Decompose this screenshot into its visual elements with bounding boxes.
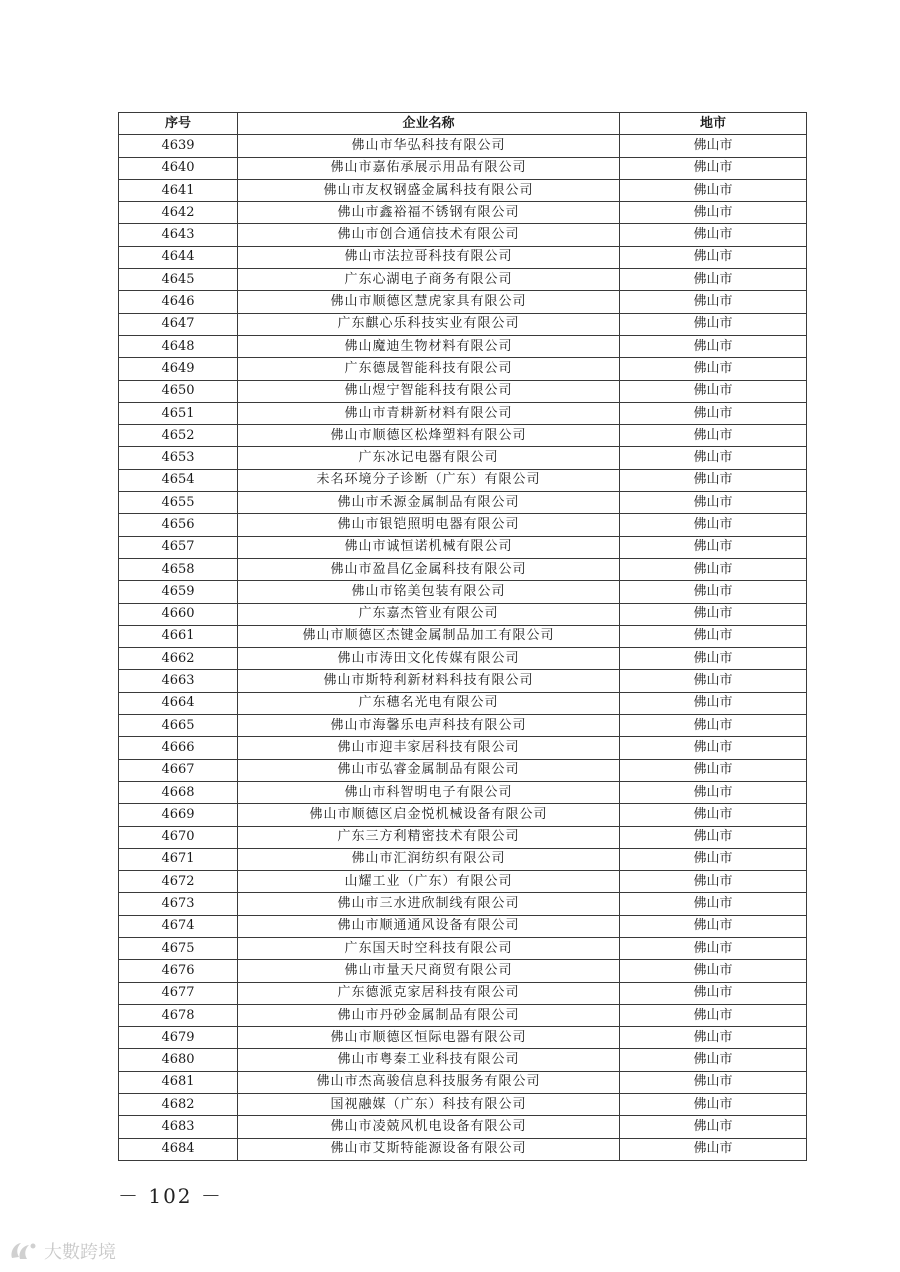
city-cell: 佛山市 <box>620 603 807 625</box>
serial-number-cell: 4675 <box>119 937 238 959</box>
serial-number-cell: 4643 <box>119 224 238 246</box>
table-row <box>119 625 807 647</box>
city-cell: 佛山市 <box>620 135 807 157</box>
serial-number-cell: 4641 <box>119 179 238 201</box>
city-cell: 佛山市 <box>620 781 807 803</box>
table-row <box>119 1027 807 1049</box>
table-row <box>119 1071 807 1093</box>
company-name-cell: 佛山市鑫裕福不锈钢有限公司 <box>238 202 620 224</box>
city-cell: 佛山市 <box>620 313 807 335</box>
city-cell: 佛山市 <box>620 469 807 491</box>
serial-number-cell: 4649 <box>119 358 238 380</box>
company-name-cell: 广东麒心乐科技实业有限公司 <box>238 313 620 335</box>
serial-number-cell: 4682 <box>119 1094 238 1116</box>
serial-number-cell: 4665 <box>119 715 238 737</box>
table-row <box>119 982 807 1004</box>
table-row <box>119 536 807 558</box>
table-row <box>119 826 807 848</box>
city-cell: 佛山市 <box>620 291 807 313</box>
serial-number-cell: 4683 <box>119 1116 238 1138</box>
table-row <box>119 737 807 759</box>
serial-number-cell: 4658 <box>119 558 238 580</box>
table-row <box>119 915 807 937</box>
city-cell: 佛山市 <box>620 737 807 759</box>
serial-number-cell: 4654 <box>119 469 238 491</box>
city-cell: 佛山市 <box>620 893 807 915</box>
serial-number-cell: 4644 <box>119 246 238 268</box>
watermark-text: 大數跨境 <box>44 1242 116 1263</box>
brand-logo-icon <box>8 1240 38 1262</box>
serial-number-cell: 4662 <box>119 648 238 670</box>
city-cell: 佛山市 <box>620 425 807 447</box>
serial-number-cell: 4669 <box>119 804 238 826</box>
table-row <box>119 313 807 335</box>
city-cell: 佛山市 <box>620 759 807 781</box>
table-row <box>119 224 807 246</box>
table-row <box>119 1138 807 1160</box>
city-cell: 佛山市 <box>620 157 807 179</box>
table-row <box>119 135 807 157</box>
table-row <box>119 202 807 224</box>
city-cell: 佛山市 <box>620 269 807 291</box>
city-cell: 佛山市 <box>620 492 807 514</box>
table-row <box>119 469 807 491</box>
company-name-cell: 广东德晟智能科技有限公司 <box>238 358 620 380</box>
table-body <box>119 135 807 1161</box>
company-name-cell: 佛山市法拉哥科技有限公司 <box>238 246 620 268</box>
table-row <box>119 670 807 692</box>
serial-number-cell: 4681 <box>119 1071 238 1093</box>
city-cell: 佛山市 <box>620 692 807 714</box>
company-name-cell: 佛山市顺德区恒际电器有限公司 <box>238 1027 620 1049</box>
city-cell: 佛山市 <box>620 915 807 937</box>
city-cell: 佛山市 <box>620 246 807 268</box>
company-name-cell: 佛山市顺德区启金悦机械设备有限公司 <box>238 804 620 826</box>
watermark <box>8 1238 116 1264</box>
city-cell: 佛山市 <box>620 558 807 580</box>
city-cell: 佛山市 <box>620 625 807 647</box>
page-number: － 102 － <box>118 1184 223 1208</box>
company-name-cell: 佛山市顺德区杰键金属制品加工有限公司 <box>238 625 620 647</box>
company-name-cell: 佛山市创合通信技术有限公司 <box>238 224 620 246</box>
company-name-cell: 佛山市量天尺商贸有限公司 <box>238 960 620 982</box>
table-row <box>119 291 807 313</box>
table-row <box>119 603 807 625</box>
city-cell: 佛山市 <box>620 960 807 982</box>
table-row <box>119 648 807 670</box>
company-name-cell: 佛山市杰高骏信息科技服务有限公司 <box>238 1071 620 1093</box>
table-row <box>119 871 807 893</box>
company-name-cell: 佛山市华弘科技有限公司 <box>238 135 620 157</box>
serial-number-cell: 4673 <box>119 893 238 915</box>
table-row <box>119 514 807 536</box>
serial-number-cell: 4660 <box>119 603 238 625</box>
table-header-row <box>119 113 807 135</box>
city-cell: 佛山市 <box>620 1027 807 1049</box>
serial-number-cell: 4684 <box>119 1138 238 1160</box>
company-name-cell: 佛山市嘉佑承展示用品有限公司 <box>238 157 620 179</box>
serial-number-cell: 4648 <box>119 335 238 357</box>
company-name-cell: 佛山市斯特利新材料科技有限公司 <box>238 670 620 692</box>
serial-number-cell: 4652 <box>119 425 238 447</box>
company-name-cell: 未名环境分子诊断（广东）有限公司 <box>238 469 620 491</box>
serial-number-cell: 4653 <box>119 447 238 469</box>
serial-number-cell: 4650 <box>119 380 238 402</box>
company-name-cell: 佛山市友权钢盛金属科技有限公司 <box>238 179 620 201</box>
city-cell: 佛山市 <box>620 804 807 826</box>
serial-number-cell: 4680 <box>119 1049 238 1071</box>
company-name-cell: 佛山市银铠照明电器有限公司 <box>238 514 620 536</box>
company-name-cell: 佛山市禾源金属制品有限公司 <box>238 492 620 514</box>
table-row <box>119 402 807 424</box>
company-name-cell: 佛山市盈昌亿金属科技有限公司 <box>238 558 620 580</box>
city-cell: 佛山市 <box>620 224 807 246</box>
company-name-cell: 广东心湖电子商务有限公司 <box>238 269 620 291</box>
serial-number-cell: 4672 <box>119 871 238 893</box>
company-name-cell: 国视融媒（广东）科技有限公司 <box>238 1094 620 1116</box>
company-name-cell: 广东三方利精密技术有限公司 <box>238 826 620 848</box>
city-cell: 佛山市 <box>620 1138 807 1160</box>
company-name-cell: 佛山市粤秦工业科技有限公司 <box>238 1049 620 1071</box>
table-row <box>119 157 807 179</box>
city-cell: 佛山市 <box>620 179 807 201</box>
company-name-cell: 佛山市汇润纺织有限公司 <box>238 848 620 870</box>
table-row <box>119 558 807 580</box>
table-row <box>119 581 807 603</box>
city-cell: 佛山市 <box>620 871 807 893</box>
city-cell: 佛山市 <box>620 848 807 870</box>
company-name-cell: 佛山市诚恒诺机械有限公司 <box>238 536 620 558</box>
serial-number-cell: 4663 <box>119 670 238 692</box>
serial-number-cell: 4674 <box>119 915 238 937</box>
city-cell: 佛山市 <box>620 982 807 1004</box>
city-cell: 佛山市 <box>620 335 807 357</box>
serial-number-cell: 4645 <box>119 269 238 291</box>
serial-number-cell: 4647 <box>119 313 238 335</box>
city-cell: 佛山市 <box>620 514 807 536</box>
table-row <box>119 1116 807 1138</box>
table-row <box>119 1049 807 1071</box>
table-row <box>119 335 807 357</box>
serial-number-cell: 4664 <box>119 692 238 714</box>
city-cell: 佛山市 <box>620 1049 807 1071</box>
serial-number-cell: 4678 <box>119 1004 238 1026</box>
city-cell: 佛山市 <box>620 536 807 558</box>
serial-number-cell: 4646 <box>119 291 238 313</box>
serial-number-cell: 4656 <box>119 514 238 536</box>
table-row <box>119 447 807 469</box>
serial-number-cell: 4676 <box>119 960 238 982</box>
company-name-cell: 佛山市科智明电子有限公司 <box>238 781 620 803</box>
table-row <box>119 179 807 201</box>
city-cell: 佛山市 <box>620 358 807 380</box>
table-row <box>119 1094 807 1116</box>
serial-number-cell: 4657 <box>119 536 238 558</box>
city-cell: 佛山市 <box>620 447 807 469</box>
serial-number-cell: 4670 <box>119 826 238 848</box>
company-name-cell: 佛山市顺德区慧虎家具有限公司 <box>238 291 620 313</box>
serial-number-cell: 4667 <box>119 759 238 781</box>
company-name-cell: 山耀工业（广东）有限公司 <box>238 871 620 893</box>
city-cell: 佛山市 <box>620 1116 807 1138</box>
table-row <box>119 893 807 915</box>
table-row <box>119 692 807 714</box>
company-name-cell: 佛山魔迪生物材料有限公司 <box>238 335 620 357</box>
company-name-cell: 佛山市丹砂金属制品有限公司 <box>238 1004 620 1026</box>
company-name-cell: 佛山市海馨乐电声科技有限公司 <box>238 715 620 737</box>
table-row <box>119 848 807 870</box>
company-name-cell: 广东德派克家居科技有限公司 <box>238 982 620 1004</box>
company-name-cell: 广东国天时空科技有限公司 <box>238 937 620 959</box>
company-name-cell: 佛山市铭美包装有限公司 <box>238 581 620 603</box>
city-cell: 佛山市 <box>620 1004 807 1026</box>
header-company-name: 企业名称 <box>238 113 620 135</box>
serial-number-cell: 4677 <box>119 982 238 1004</box>
company-name-cell: 佛山市青耕新材料有限公司 <box>238 402 620 424</box>
city-cell: 佛山市 <box>620 937 807 959</box>
city-cell: 佛山市 <box>620 581 807 603</box>
table-row <box>119 358 807 380</box>
city-cell: 佛山市 <box>620 202 807 224</box>
city-cell: 佛山市 <box>620 670 807 692</box>
serial-number-cell: 4659 <box>119 581 238 603</box>
city-cell: 佛山市 <box>620 715 807 737</box>
company-name-cell: 佛山市迎丰家居科技有限公司 <box>238 737 620 759</box>
company-name-cell: 佛山市三水进欣制线有限公司 <box>238 893 620 915</box>
serial-number-cell: 4651 <box>119 402 238 424</box>
table-row <box>119 759 807 781</box>
company-name-cell: 广东嘉杰管业有限公司 <box>238 603 620 625</box>
company-name-cell: 佛山市凌兢风机电设备有限公司 <box>238 1116 620 1138</box>
company-name-cell: 佛山市艾斯特能源设备有限公司 <box>238 1138 620 1160</box>
serial-number-cell: 4640 <box>119 157 238 179</box>
city-cell: 佛山市 <box>620 1071 807 1093</box>
table-row <box>119 937 807 959</box>
table-row <box>119 246 807 268</box>
company-name-cell: 佛山煜宁智能科技有限公司 <box>238 380 620 402</box>
city-cell: 佛山市 <box>620 648 807 670</box>
serial-number-cell: 4668 <box>119 781 238 803</box>
serial-number-cell: 4671 <box>119 848 238 870</box>
serial-number-cell: 4655 <box>119 492 238 514</box>
serial-number-cell: 4666 <box>119 737 238 759</box>
table-row <box>119 960 807 982</box>
city-cell: 佛山市 <box>620 402 807 424</box>
enterprise-table <box>118 112 807 1161</box>
company-name-cell: 佛山市顺德区松烽塑料有限公司 <box>238 425 620 447</box>
company-name-cell: 广东冰记电器有限公司 <box>238 447 620 469</box>
table-row <box>119 380 807 402</box>
city-cell: 佛山市 <box>620 380 807 402</box>
header-serial-number: 序号 <box>119 113 238 135</box>
table-row <box>119 1004 807 1026</box>
city-cell: 佛山市 <box>620 826 807 848</box>
table-row <box>119 425 807 447</box>
company-name-cell: 佛山市顺通通风设备有限公司 <box>238 915 620 937</box>
company-name-cell: 广东穗名光电有限公司 <box>238 692 620 714</box>
header-city: 地市 <box>620 113 807 135</box>
serial-number-cell: 4639 <box>119 135 238 157</box>
city-cell: 佛山市 <box>620 1094 807 1116</box>
serial-number-cell: 4679 <box>119 1027 238 1049</box>
company-name-cell: 佛山市弘睿金属制品有限公司 <box>238 759 620 781</box>
table-row <box>119 781 807 803</box>
table-row <box>119 804 807 826</box>
table-row <box>119 715 807 737</box>
company-name-cell: 佛山市涛田文化传媒有限公司 <box>238 648 620 670</box>
serial-number-cell: 4661 <box>119 625 238 647</box>
table-row <box>119 492 807 514</box>
table-row <box>119 269 807 291</box>
serial-number-cell: 4642 <box>119 202 238 224</box>
